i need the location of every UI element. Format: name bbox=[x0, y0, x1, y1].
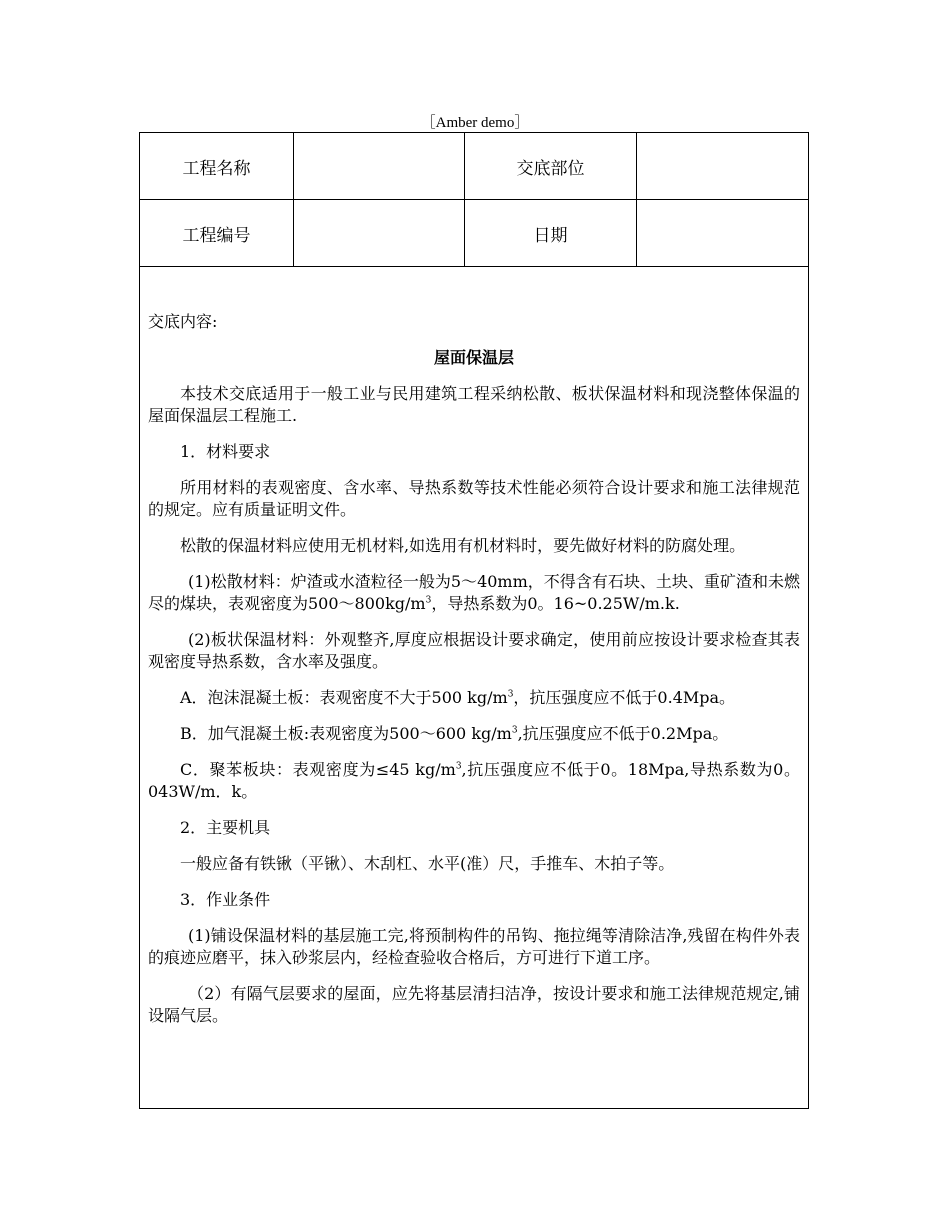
conditions-paragraph-1: (1)铺设保温材料的基层施工完,将预制构件的吊钩、拖拉绳等清除洁净,残留在构件外表的痕迹应磨平，抹入砂浆层内，经检查验收合格后，方可进行下道工序。 bbox=[148, 926, 800, 967]
materials-paragraph-2: 松散的保温材料应使用无机材料,如选用有机材料时，要先做好材料的防腐处理。 bbox=[180, 536, 746, 555]
handover-part-label: 交底部位 bbox=[516, 158, 585, 179]
handover-content bbox=[148, 311, 800, 1041]
intro-paragraph: 本技术交底适用于一般工业与民用建筑工程采纳松散、板状保温材料和现浇整体保温的屋面保温层工程施工. bbox=[148, 384, 800, 425]
conditions-paragraph-2: （2）有隔气层要求的屋面，应先将基层清扫洁净，按设计要求和施工法律规范规定,铺设隔气层。 bbox=[148, 984, 800, 1025]
project-no-value bbox=[294, 200, 464, 266]
materials-paragraph-1: 所用材料的表观密度、含水率、导热系数等技术性能必须符合设计要求和施工法律规范的规定。应有质量证明文件。 bbox=[148, 478, 800, 519]
divider bbox=[140, 266, 808, 267]
project-name-value bbox=[294, 133, 464, 199]
content-title: 屋面保温层 bbox=[433, 348, 514, 367]
tools-paragraph: 一般应备有铁锹（平锹）、木刮杠、水平(准）尺，手推车、木拍子等。 bbox=[180, 854, 675, 873]
project-name-label: 工程名称 bbox=[182, 158, 251, 179]
section-heading-tools: 2．主要机具 bbox=[180, 818, 271, 837]
date-label: 日期 bbox=[533, 225, 568, 246]
date-value bbox=[637, 200, 808, 266]
board-material-item: (2)板状保温材料：外观整齐,厚度应根据设计要求确定，使用前应按设计要求检查其表观密度导热系数，含水率及强度。 bbox=[148, 630, 800, 671]
project-no-label: 工程编号 bbox=[182, 225, 251, 246]
polystyrene-item: C．聚苯板块：表观密度为≤45 $kg/m^3$,抗压强度应不低于0。18Mpa,导热系数为0。043W/m．k。 bbox=[148, 760, 800, 801]
loose-material-item: (1)松散材料：炉渣或水渣粒径一般为5～40mm，不得含有石块、土块、重矿渣和未燃尽的煤块，表观密度为$500\sim 800kg/m^3$，导热系数为0。16~0.25W/m.k. bbox=[148, 572, 800, 613]
content-label: 交底内容: bbox=[148, 312, 218, 331]
foam-concrete-item: A．泡沫混凝土板：表观密度不大于500 $kg/m^3$，抗压强度应不低于0.4Mpa。 bbox=[180, 688, 736, 707]
header-note: ［Amber demo］ bbox=[420, 115, 530, 131]
handover-part-value bbox=[637, 133, 808, 199]
handover-form bbox=[139, 132, 809, 1109]
section-heading-conditions: 3．作业条件 bbox=[180, 890, 271, 909]
aerated-concrete-item: B．加气混凝土板:表观密度为500～600 $kg/m^3$,抗压强度应不低于0.2Mpa。 bbox=[180, 724, 729, 743]
section-heading-materials: 1．材料要求 bbox=[180, 442, 271, 461]
